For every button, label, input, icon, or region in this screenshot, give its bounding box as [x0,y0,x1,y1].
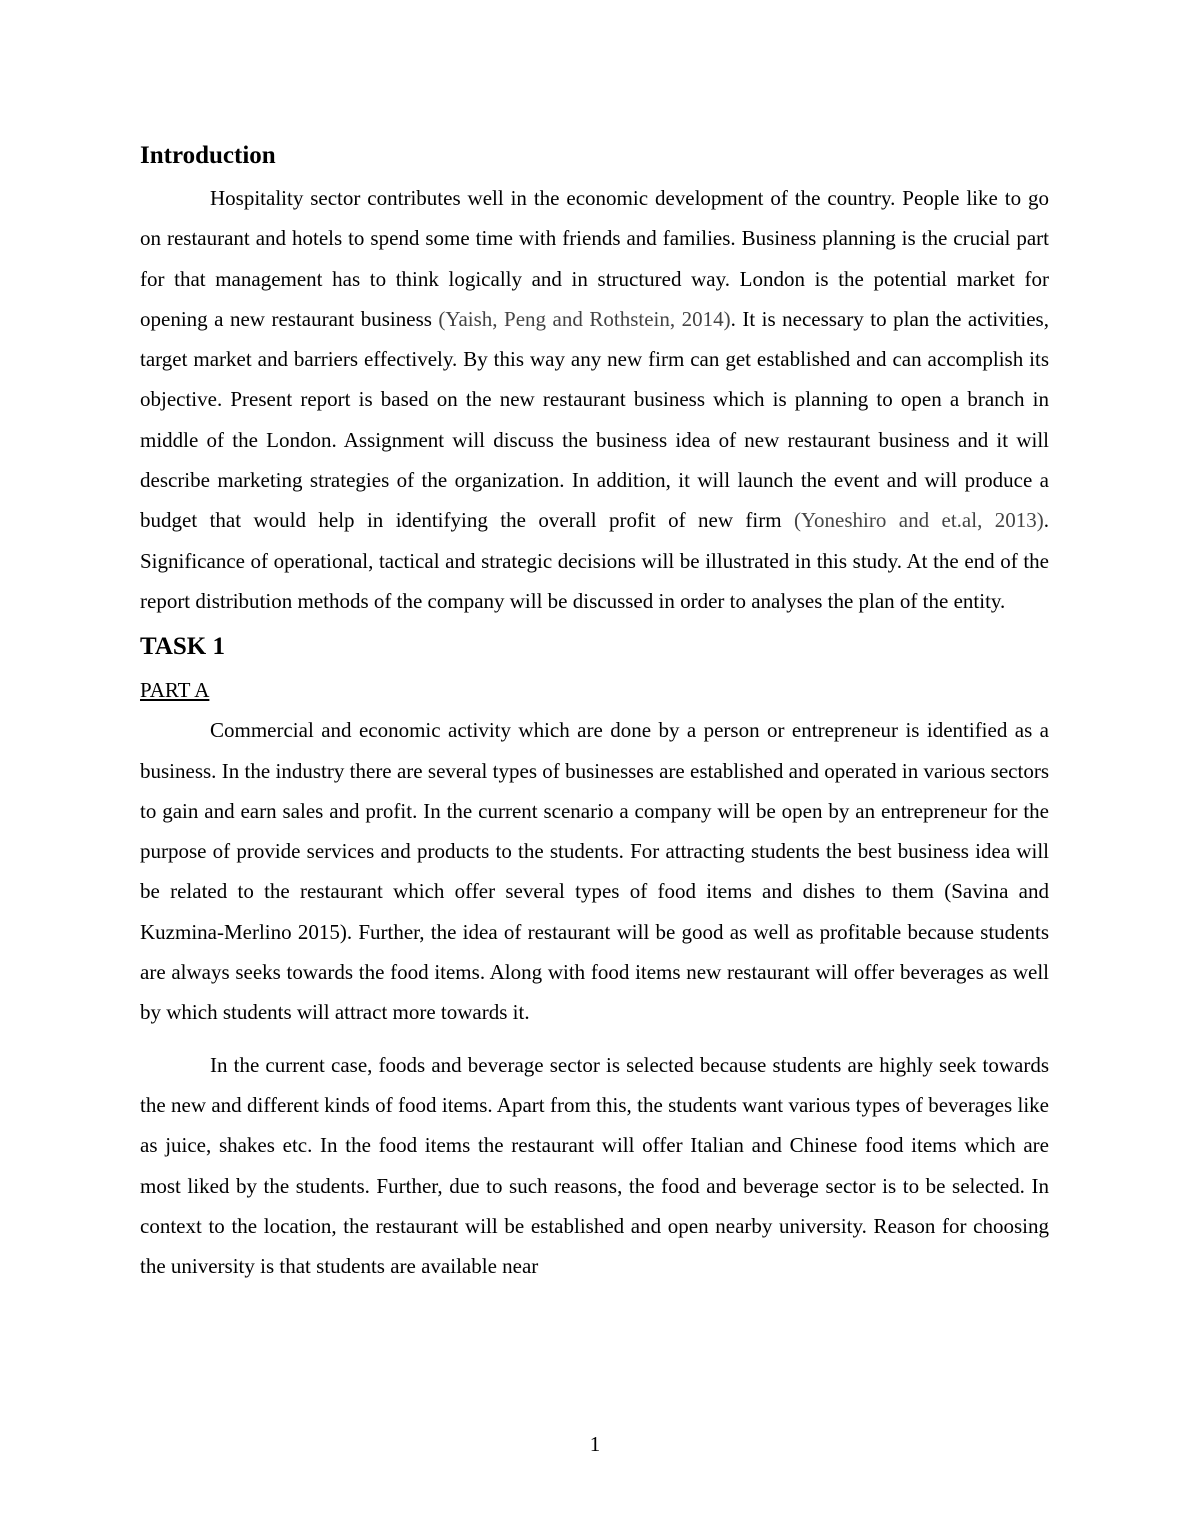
introduction-paragraph [140,178,1049,621]
document-page [140,138,1049,1286]
intro-text-part-2: . It is necessary to plan the activities, target market and barriers effectively. By this way any new firm can get established and can accomplish its objective. Present report is based on the new restaurant business which is planning to open a branch in middle of the London. Assignment will discuss the business idea of new restaurant business and it will describe marketing strategies of the organization. In addition, it will launch the event and will produce a budget that would help in identifying the overall profit of new firm [140,306,1049,533]
citation-yaish: (Yaish, Peng and Rothstein, 2014) [438,306,731,331]
introduction-heading: Introduction [140,142,276,169]
task-1-heading: TASK 1 [140,633,225,661]
intro-text-part-3: . Significance of operational, tactical and strategic decisions will be illustrated in this study. At the end of the report distribution methods of the company will be discussed in order to analyses the plan of the entity. [140,508,1049,613]
page-number: 1 [589,1432,601,1456]
part-a-paragraph-2: In the current case, foods and beverage sector is selected because students are highly seek towards the new and different kinds of food items. Apart from this, the students want various types of beverages like as juice, shakes etc. In the food items the restaurant will offer Italian and Chinese food items which are most liked by the students. Further, due to such reasons, the food and beverage sector is to be selected. In context to the location, the restaurant will be established and open nearby university. Reason for choosing the university is that students are available near [140,1052,1049,1279]
part-a-paragraph-1: Commercial and economic activity which are done by a person or entrepreneur is identified as a business. In the industry there are several types of businesses are established and operated in various sectors to gain and earn sales and profit. In the current scenario a company will be open by an entrepreneur for the purpose of provide services and products to the students. For attracting students the best business idea will be related to the restaurant which offer several types of food items and dishes to them (Savina and Kuzmina-Merlino 2015). Further, the idea of restaurant will be good as well as profitable because students are always seeks towards the food items. Along with food items new restaurant will offer beverages as well by which students will attract more towards it. [140,718,1049,1025]
citation-yoneshiro: (Yoneshiro and et.al, 2013) [794,508,1044,533]
part-a-subheading: PART A [140,678,210,703]
intro-text-part-1: Hospitality sector contributes well in the economic development of the country. People like to go on restaurant and hotels to spend some time with friends and families. Business planning is the crucial part for that management has to think logically and in structured way. London is the potential market for opening a new restaurant business [140,186,1049,331]
